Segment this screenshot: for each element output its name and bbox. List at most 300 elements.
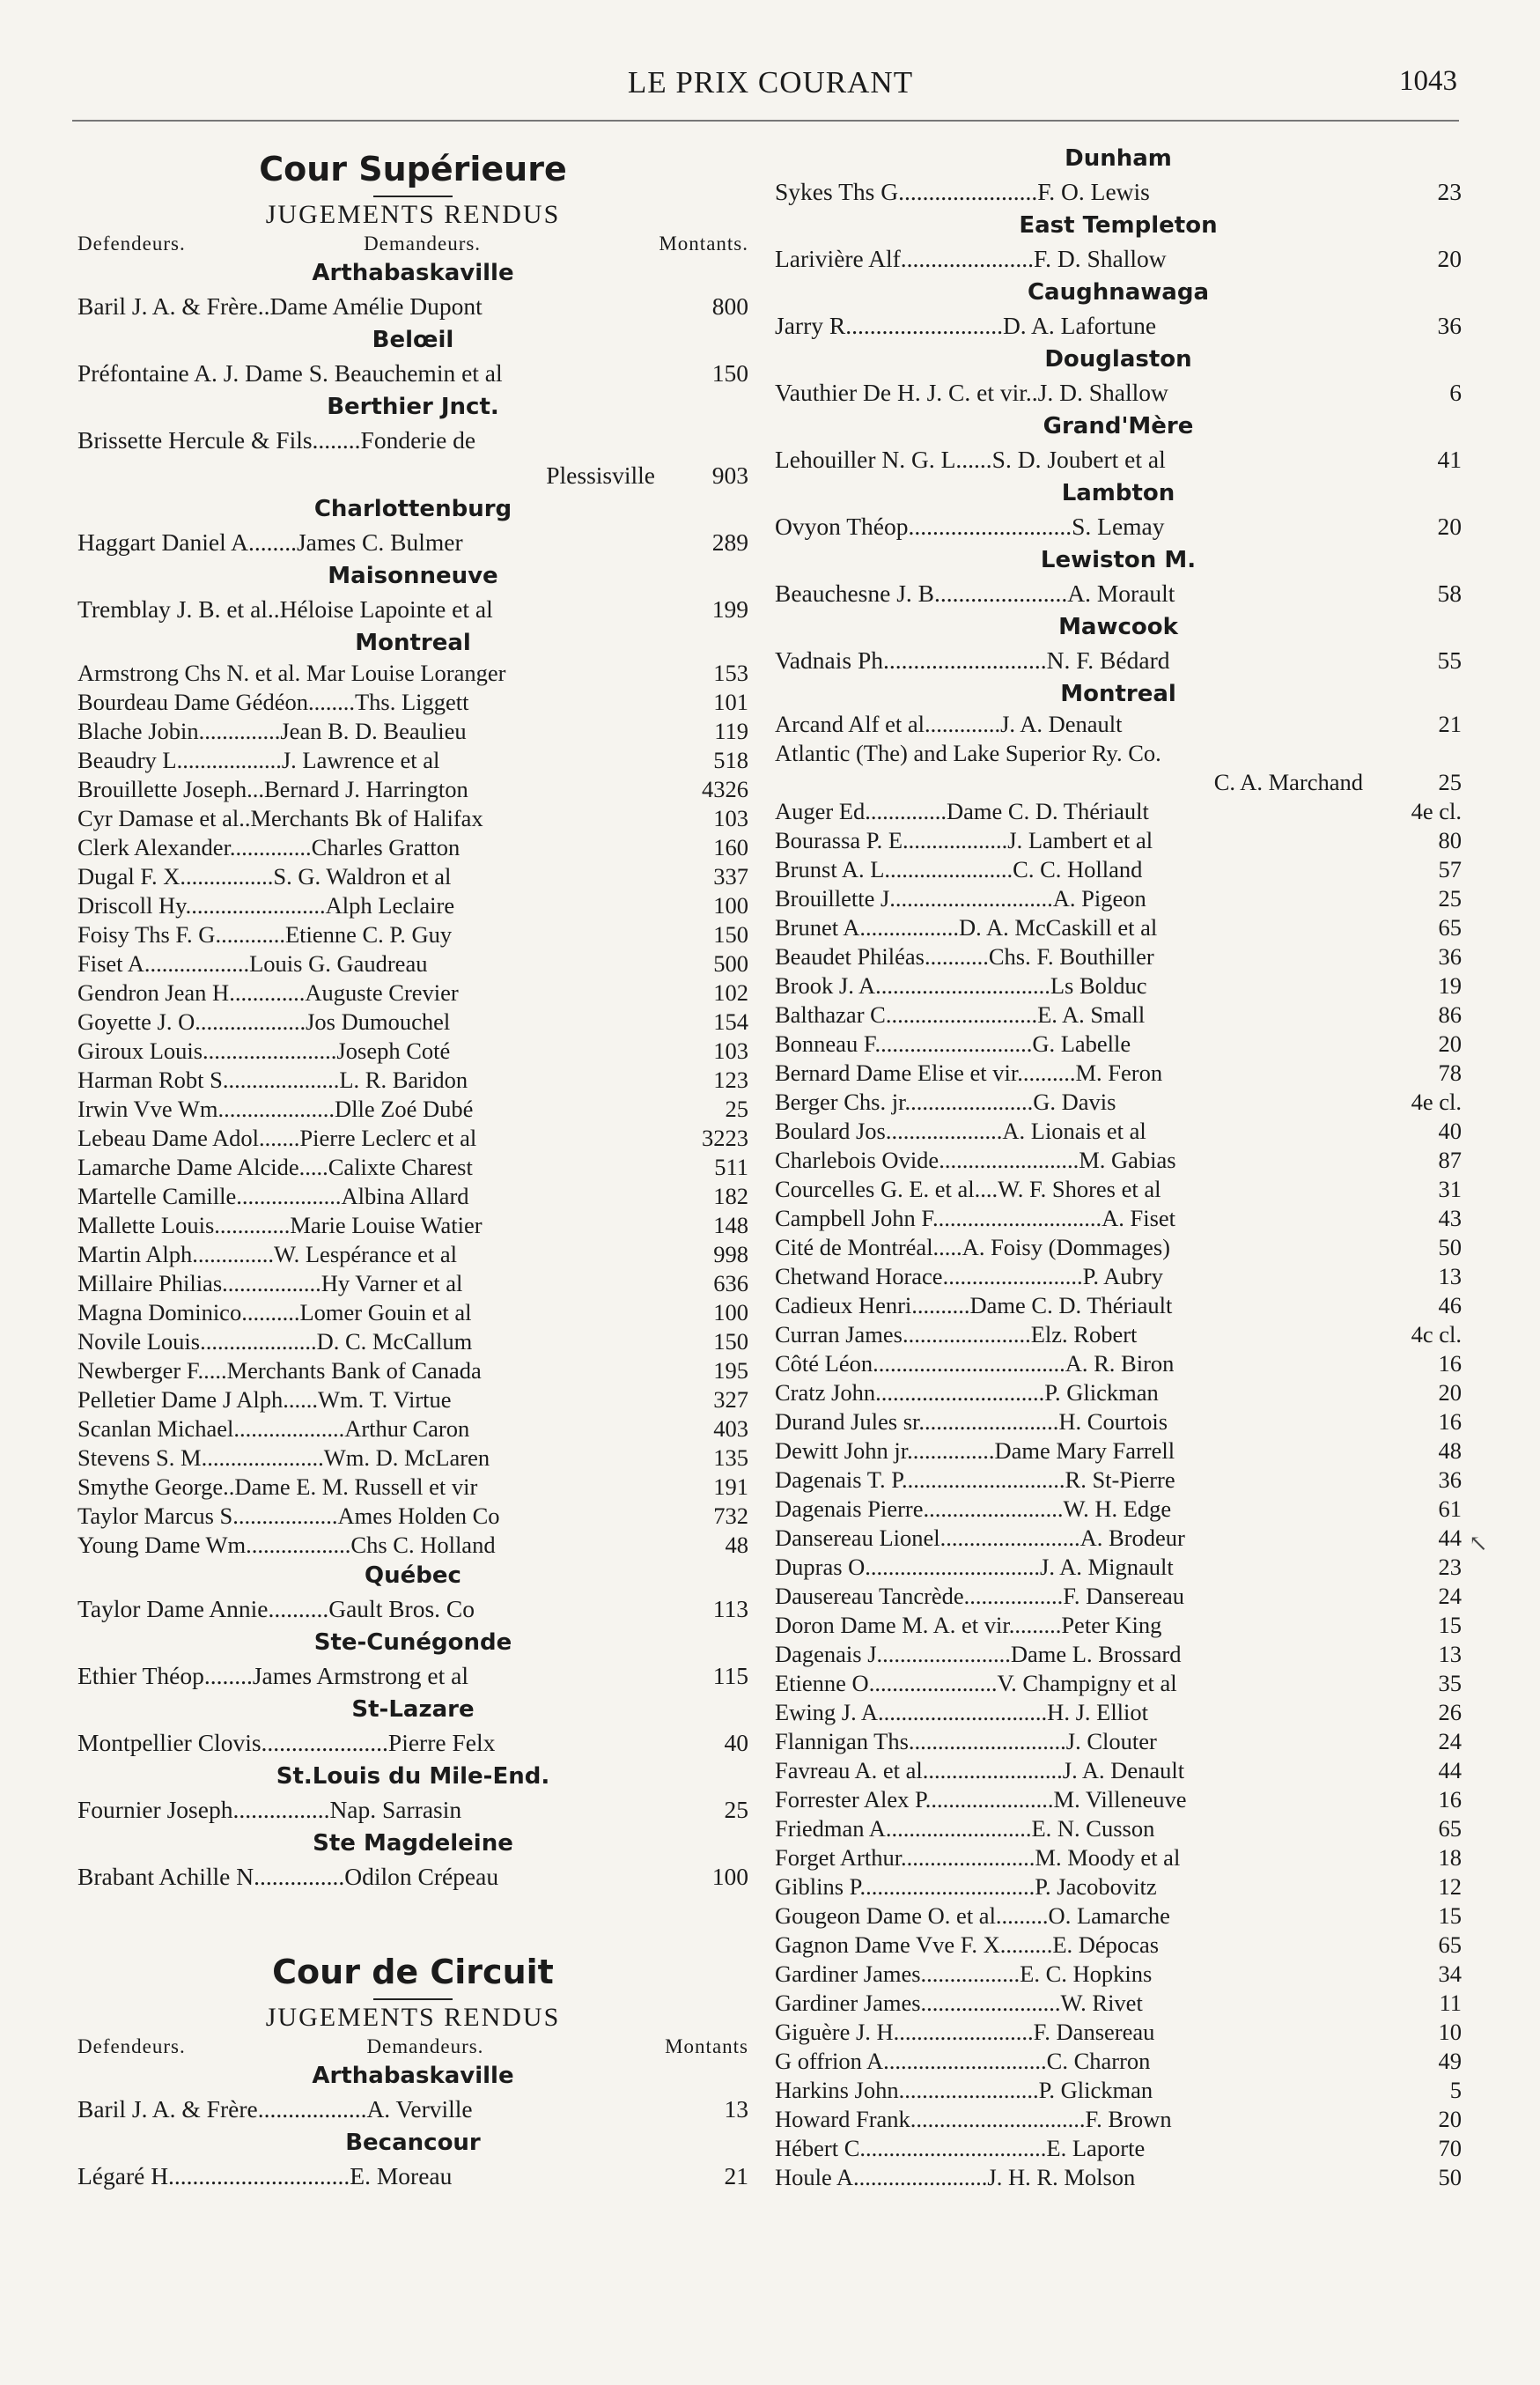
judgment-row [775,1378,1462,1407]
judgment-parties: Ewing J. A.............................H. J. Elliot [775,1699,1149,1725]
judgment-row [775,1204,1462,1233]
judgment-parties: Berger Chs. jr......................G. Davis [775,1089,1116,1115]
judgment-row [77,1211,748,1240]
judgment-row [77,423,748,458]
location-heading: Arthabaskaville [312,2063,514,2089]
judgment-row [77,1095,748,1124]
left-column [77,143,748,2194]
judgment-parties: Ethier Théop........James Armstrong et al [77,1662,468,1689]
judgment-row [775,2018,1462,2047]
column-header: Montants. [659,233,748,255]
judgment-parties: Campbell John F.............................A. Fiset [775,1205,1176,1231]
judgment-amount: 65 [1438,1815,1462,1842]
header-rule [72,120,1459,122]
judgment-parties: Lamarche Dame Alcide.....Calixte Charest [77,1154,473,1180]
judgment-parties: Giguère J. H........................F. Dansereau [775,2019,1155,2045]
judgment-parties: Magna Dominico..........Lomer Gouin et al [77,1299,472,1325]
judgment-parties: Dausereau Tancrède.................F. Dansereau [775,1583,1184,1609]
location-heading: Lambton [1061,480,1175,506]
judgment-parties: Smythe George..Dame E. M. Russell et vir [77,1473,478,1500]
judgment-row [77,1792,748,1828]
judgment-row [775,1960,1462,1989]
judgment-row [775,1698,1462,1727]
judgment-parties: Brunet A.................D. A. McCaskill et al [775,914,1158,941]
judgment-parties: Flannigan Ths...........................J. Clouter [775,1728,1157,1754]
judgment-parties: Brouillette J............................A. Pigeon [775,885,1146,912]
judgment-row [77,775,748,804]
judgment-parties: Beauchesne J. B......................A. Morault [775,580,1175,607]
location-heading: Belœil [372,327,454,353]
judgment-amount: 13 [724,2095,748,2123]
judgment-amount: 16 [1438,1350,1462,1377]
judgment-row [775,1146,1462,1175]
judgment-parties: Clerk Alexander..............Charles Gratton [77,834,461,860]
judgment-row [775,942,1462,971]
judgment-amount: 6 [1449,379,1462,406]
judgment-amount: 21 [1438,711,1462,737]
judgment-row [77,289,748,324]
judgment-parties: Taylor Marcus S..................Ames Holden Co [77,1503,500,1529]
judgment-amount: 337 [713,863,748,890]
judgment-row [77,1124,748,1153]
location-heading: St-Lazare [351,1696,475,1723]
judgment-parties: Fournier Joseph................Nap. Sarrasin [77,1796,462,1823]
judgment-amount: 40 [1438,1118,1462,1144]
judgment-row [775,1320,1462,1349]
judgment-amount: 135 [713,1444,748,1471]
judgment-amount: 78 [1438,1060,1462,1086]
judgment-row [775,826,1462,855]
judgment-amount: 23 [1438,1554,1462,1580]
judgment-amount: 34 [1438,1960,1462,1987]
judgment-amount: 732 [713,1503,748,1529]
judgment-parties: Bonneau F...........................G. Labelle [775,1030,1131,1057]
judgment-row [775,971,1462,1001]
location-heading: Maisonneuve [328,563,498,589]
judgment-parties: Gardiner James........................W. Rivet [775,1990,1143,2016]
judgment-row [775,1553,1462,1582]
judgment-amount: 18 [1438,1844,1462,1871]
judgment-row [775,1640,1462,1669]
judgment-row [775,509,1462,544]
judgment-amount: 636 [713,1270,748,1296]
judgment-parties: Fiset A..................Louis G. Gaudreau [77,950,428,977]
judgment-row [775,1117,1462,1146]
judgment-amount: 3223 [702,1125,748,1151]
judgment-row [77,1037,748,1066]
judgment-parties: Forget Arthur.......................M. Moody et al [775,1844,1181,1871]
judgment-amount: 903 [711,461,748,489]
judgment-row [77,1591,748,1627]
judgment-row [775,1611,1462,1640]
judgment-parties: Courcelles G. E. et al....W. F. Shores et al [775,1176,1161,1202]
column-headers [77,2034,748,2060]
judgment-amount: 48 [725,1532,748,1558]
location-heading: Lewiston M. [1040,547,1197,573]
judgment-row [77,1385,748,1414]
judgment-row [775,1989,1462,2018]
judgment-amount: 327 [713,1386,748,1413]
judgment-row [77,688,748,717]
judgment-amount: 65 [1438,1931,1462,1958]
judgment-amount: 182 [713,1183,748,1209]
judgment-parties: Pelletier Dame J Alph......Wm. T. Virtue [77,1386,452,1413]
judgment-parties: Cité de Montréal.....A. Foisy (Dommages) [775,1234,1170,1260]
judgment-parties: Blache Jobin..............Jean B. D. Beaulieu [77,718,467,744]
judgment-row [775,1872,1462,1901]
judgment-amount: 10 [1438,2019,1462,2045]
judgment-row [77,746,748,775]
judgment-parties: Armstrong Chs N. et al. Mar Louise Loranger [77,660,506,686]
judgment-parties: Haggart Daniel A........James C. Bulmer [77,528,463,556]
judgment-amount: 24 [1438,1728,1462,1754]
location-heading: Berthier Jnct. [327,394,499,420]
judgment-row [775,1059,1462,1088]
judgment-parties: Sykes Ths G.......................F. O. Lewis [775,178,1150,205]
judgment-amount: 65 [1438,914,1462,941]
judgment-row [77,717,748,746]
judgment-row [775,1901,1462,1931]
judgment-parties: G offrion A............................C. Charron [775,2048,1151,2074]
location-heading: Douglaston [1044,346,1192,373]
judgment-row [775,1233,1462,1262]
judgment-amount: 25 [724,1796,748,1823]
judgment-row [775,855,1462,884]
judgment-amount: 43 [1438,1205,1462,1231]
location-heading: Montreal [355,630,471,656]
judgment-row [775,1030,1462,1059]
judgment-amount: 15 [1438,1902,1462,1929]
judgment-parties: Côté Léon.................................A. R. Biron [775,1350,1175,1377]
judgment-parties: Etienne O......................V. Champigny et al [775,1670,1177,1696]
judgment-amount: 25 [1438,885,1462,912]
judgment-amount: 49 [1438,2048,1462,2074]
judgment-amount: 100 [713,1299,748,1325]
judgment-parties: Forrester Alex P......................M. Villeneuve [775,1786,1187,1813]
judgment-row [775,1407,1462,1436]
location-heading: Ste Magdeleine [313,1830,513,1857]
judgment-parties: Goyette J. O...................Jos Dumouchel [77,1008,451,1035]
judgment-amount: 199 [711,595,748,623]
judgment-amount: 80 [1438,827,1462,853]
judgment-row [77,833,748,862]
judgment-parties: Dagenais J.......................Dame L. Brossard [775,1641,1182,1667]
judgment-amount: 119 [714,718,748,744]
judgment-row [77,891,748,920]
judgment-amount: 191 [713,1473,748,1500]
judgment-amount: 13 [1438,1641,1462,1667]
judgment-amount: 4e cl. [1411,798,1462,824]
court-subtitle: JUGEMENTS RENDUS [265,2003,561,2032]
judgment-row [77,2092,748,2127]
judgment-parties: Préfontaine A. J. Dame S. Beauchemin et al [77,359,503,387]
judgment-row [77,978,748,1008]
judgment-parties: Durand Jules sr........................H. Courtois [775,1408,1168,1435]
judgment-amount: 26 [1438,1699,1462,1725]
judgment-row [775,1262,1462,1291]
judgment-amount: 511 [714,1154,748,1180]
judgment-parties: Larivière Alf......................F. D. Shallow [775,245,1167,272]
judgment-amount: 123 [713,1067,748,1093]
judgment-row [77,659,748,688]
judgment-parties: Cratz John.............................P. Glickman [775,1379,1159,1406]
judgment-amount: 100 [713,892,748,919]
judgment-amount: 103 [713,805,748,831]
judgment-row [775,1582,1462,1611]
judgment-amount: 20 [1438,2106,1462,2132]
judgment-row [77,592,748,627]
location-heading: Grand'Mère [1043,413,1194,439]
judgment-row [775,1785,1462,1814]
judgment-row [77,1859,748,1894]
judgment-amount: 11 [1439,1990,1462,2016]
judgment-parties: Lehouiller N. G. L......S. D. Joubert et al [775,446,1166,473]
judgment-parties: Chetwand Horace........................P. Aubry [775,1263,1163,1289]
judgment-amount: 113 [712,1595,748,1622]
judgment-parties: Arcand Alf et al.............J. A. Denault [775,711,1123,737]
judgment-row [77,1414,748,1444]
judgment-amount: 153 [713,660,748,686]
judgment-row [77,949,748,978]
judgment-row [77,458,748,493]
judgment-row [775,2047,1462,2076]
judgment-parties: Curran James......................Elz. Robert [775,1321,1138,1348]
judgment-row [775,913,1462,942]
judgment-row [775,1088,1462,1117]
court-title: Cour Supérieure [259,150,567,188]
judgment-parties: Dupras O..............................J. A. Mignault [775,1554,1174,1580]
judgment-amount: 16 [1438,1408,1462,1435]
judgment-amount: 518 [713,747,748,773]
judgment-parties: Jarry R..........................D. A. Lafortune [775,312,1157,339]
judgment-row [775,1466,1462,1495]
location-heading: St.Louis du Mile-End. [276,1763,550,1790]
judgment-amount: 12 [1438,1873,1462,1900]
judgment-amount: 36 [1438,943,1462,970]
judgment-row [775,308,1462,343]
judgment-parties: Giroux Louis.......................Joseph Coté [77,1037,451,1064]
judgment-parties: Gardiner James.................E. C. Hopkins [775,1960,1153,1987]
judgment-parties: Bernard Dame Elise et vir..........M. Feron [775,1060,1163,1086]
judgment-row [775,1756,1462,1785]
judgment-amount: 20 [1438,1379,1462,1406]
court-spacer [77,1894,748,1946]
judgment-row [77,525,748,560]
judgment-parties: Hébert C................................E. Laporte [775,2135,1146,2161]
judgment-parties: Baril J. A. & Frère..Dame Amélie Dupont [77,292,483,320]
judgment-row [775,1931,1462,1960]
judgment-row [775,2076,1462,2105]
location-heading: Caughnawaga [1027,279,1210,306]
judgment-parties: Brunst A. L......................C. C. Holland [775,856,1143,882]
location-heading: Montreal [1060,681,1176,707]
judgment-row [77,1269,748,1298]
judgment-amount: 40 [724,1729,748,1756]
judgment-parties: Gendron Jean H.............Auguste Crevier [77,979,459,1006]
judgment-row [775,1175,1462,1204]
judgment-parties: Gougeon Dame O. et al.........O. Lamarche [775,1902,1170,1929]
judgment-amount: 44 [1438,1525,1462,1551]
judgment-row [775,442,1462,477]
judgment-parties: Plessisville [546,461,655,489]
judgment-row [77,1356,748,1385]
judgment-amount: 48 [1438,1437,1462,1464]
judgment-row [775,1001,1462,1030]
page-number: 1043 [1399,65,1457,97]
judgment-row [775,643,1462,678]
judgment-parties: Vauthier De H. J. C. et vir..J. D. Shallow [775,379,1168,406]
margin-mark: ↖ [1469,1531,1488,1556]
judgment-amount: 50 [1438,2164,1462,2190]
judgment-amount: 100 [711,1863,748,1890]
judgment-row [77,1298,748,1327]
judgment-row [775,174,1462,210]
judgment-amount: 58 [1437,580,1462,607]
judgment-parties: Cyr Damase et al..Merchants Bk of Halifax [77,805,483,831]
judgment-parties: Irwin Vve Wm....................Dlle Zoé Dubé [77,1096,474,1122]
judgment-row [775,1814,1462,1843]
column-header: Demandeurs. [366,2035,484,2057]
judgment-row [77,1502,748,1531]
judgment-amount: 403 [713,1415,748,1442]
page-header [0,65,1540,109]
judgment-amount: 20 [1437,245,1462,272]
judgment-parties: Atlantic (The) and Lake Superior Ry. Co. [775,740,1161,766]
judgment-row [775,241,1462,277]
judgment-parties: Harkins John........................P. Glickman [775,2077,1153,2103]
judgment-amount: 115 [712,1662,748,1689]
judgment-amount: 5 [1449,2077,1462,2103]
judgment-row [77,1658,748,1694]
judgment-parties: Driscoll Hy........................Alph Leclaire [77,892,455,919]
judgment-row [775,576,1462,611]
judgment-parties: Giblins P..............................P. Jacobovitz [775,1873,1157,1900]
judgment-amount: 70 [1438,2135,1462,2161]
judgment-parties: Young Dame Wm..................Chs C. Holland [77,1532,496,1558]
judgment-row [77,920,748,949]
judgment-row [77,1182,748,1211]
location-heading: Mawcook [1058,614,1178,640]
judgment-row [77,1327,748,1356]
judgment-row [77,1531,748,1560]
judgment-parties: Foisy Ths F. G............Etienne C. P. Guy [77,921,453,948]
judgment-amount: 31 [1438,1176,1462,1202]
judgment-row [775,797,1462,826]
judgment-amount: 289 [711,528,748,556]
judgment-amount: 101 [713,689,748,715]
judgment-amount: 19 [1438,972,1462,999]
judgment-row [77,1473,748,1502]
judgment-row [775,1727,1462,1756]
judgment-parties: C. A. Marchand [1213,769,1363,795]
judgment-amount: 15 [1438,1612,1462,1638]
judgment-amount: 20 [1438,1030,1462,1057]
judgment-parties: Stevens S. M.....................Wm. D. McLaren [77,1444,490,1471]
judgment-amount: 44 [1438,1757,1462,1783]
judgment-parties: Charlebois Ovide........................M. Gabias [775,1147,1176,1173]
judgment-parties: Brabant Achille N...............Odilon Crépeau [77,1863,499,1890]
column-header: Demandeurs. [364,233,482,255]
judgment-amount: 102 [713,979,748,1006]
judgment-parties: Harman Robt S....................L. R. Baridon [77,1067,468,1093]
judgment-amount: 55 [1437,646,1462,674]
court-title: Cour de Circuit [272,1953,554,1991]
judgment-row [775,710,1462,739]
judgment-parties: Mallette Louis.............Marie Louise Watier [77,1212,483,1238]
judgment-row [775,1291,1462,1320]
judgment-amount: 46 [1438,1292,1462,1318]
judgment-amount: 57 [1438,856,1462,882]
judgment-amount: 160 [713,834,748,860]
judgment-parties: Vadnais Ph...........................N. F. Bédard [775,646,1170,674]
judgment-row [77,1444,748,1473]
judgment-row [775,739,1462,768]
judgment-amount: 13 [1438,1263,1462,1289]
judgment-parties: Lebeau Dame Adol.......Pierre Leclerc et al [77,1125,477,1151]
judgment-amount: 800 [711,292,748,320]
judgment-parties: Dagenais Pierre........................W. H. Edge [775,1495,1172,1522]
judgment-amount: 16 [1438,1786,1462,1813]
judgment-amount: 4326 [702,776,748,802]
judgment-parties: Newberger F.....Merchants Bank of Canada [77,1357,482,1384]
judgment-amount: 35 [1438,1670,1462,1696]
judgment-parties: Dewitt John jr...............Dame Mary Farrell [775,1437,1175,1464]
judgment-parties: Taylor Dame Annie..........Gault Bros. Co [77,1595,475,1622]
judgment-amount: 195 [713,1357,748,1384]
judgment-amount: 25 [725,1096,748,1122]
judgment-amount: 500 [713,950,748,977]
judgment-parties: Brouillette Joseph...Bernard J. Harrington [77,776,468,802]
judgment-parties: Baril J. A. & Frère..................A. Verville [77,2095,473,2123]
judgment-parties: Boulard Jos....................A. Lionais et al [775,1118,1146,1144]
judgment-row [775,2134,1462,2163]
judgment-amount: 41 [1437,446,1462,473]
judgment-row [77,356,748,391]
judgment-parties: Balthazar C..........................E. A. Small [775,1001,1146,1028]
judgment-row [77,1153,748,1182]
column-headers [77,231,748,257]
judgment-row [77,1725,748,1761]
judgment-amount: 36 [1438,1466,1462,1493]
judgment-parties: Brook J. A..............................Ls Bolduc [775,972,1147,999]
judgment-parties: Doron Dame M. A. et vir.........Peter King [775,1612,1162,1638]
judgment-row [775,1349,1462,1378]
location-heading: Dunham [1065,145,1172,172]
judgment-amount: 150 [713,1328,748,1355]
location-heading: Ste-Cunégonde [313,1629,512,1656]
judgment-row [775,884,1462,913]
judgment-parties: Martin Alph..............W. Lespérance et al [77,1241,458,1267]
column-header: Defendeurs. [77,233,186,255]
judgment-row [775,1843,1462,1872]
judgment-parties: Légaré H..............................E. Moreau [77,2162,453,2189]
column-header: Defendeurs. [77,2035,186,2057]
judgment-parties: Favreau A. et al........................J. A. Denault [775,1757,1185,1783]
judgment-amount: 150 [711,359,748,387]
judgment-amount: 36 [1437,312,1462,339]
judgment-amount: 20 [1437,513,1462,540]
judgment-row [775,1495,1462,1524]
judgment-parties: Montpellier Clovis.....................Pierre Felx [77,1729,496,1756]
judgment-amount: 23 [1437,178,1462,205]
judgment-parties: Brissette Hercule & Fils........Fonderie de [77,426,476,454]
judgment-row [77,2159,748,2194]
judgment-amount: 24 [1438,1583,1462,1609]
judgment-parties: Millaire Philias.................Hy Varner et al [77,1270,463,1296]
judgment-row [775,1669,1462,1698]
judgment-parties: Ovyon Théop...........................S. Lemay [775,513,1165,540]
court-subtitle: JUGEMENTS RENDUS [265,200,561,229]
